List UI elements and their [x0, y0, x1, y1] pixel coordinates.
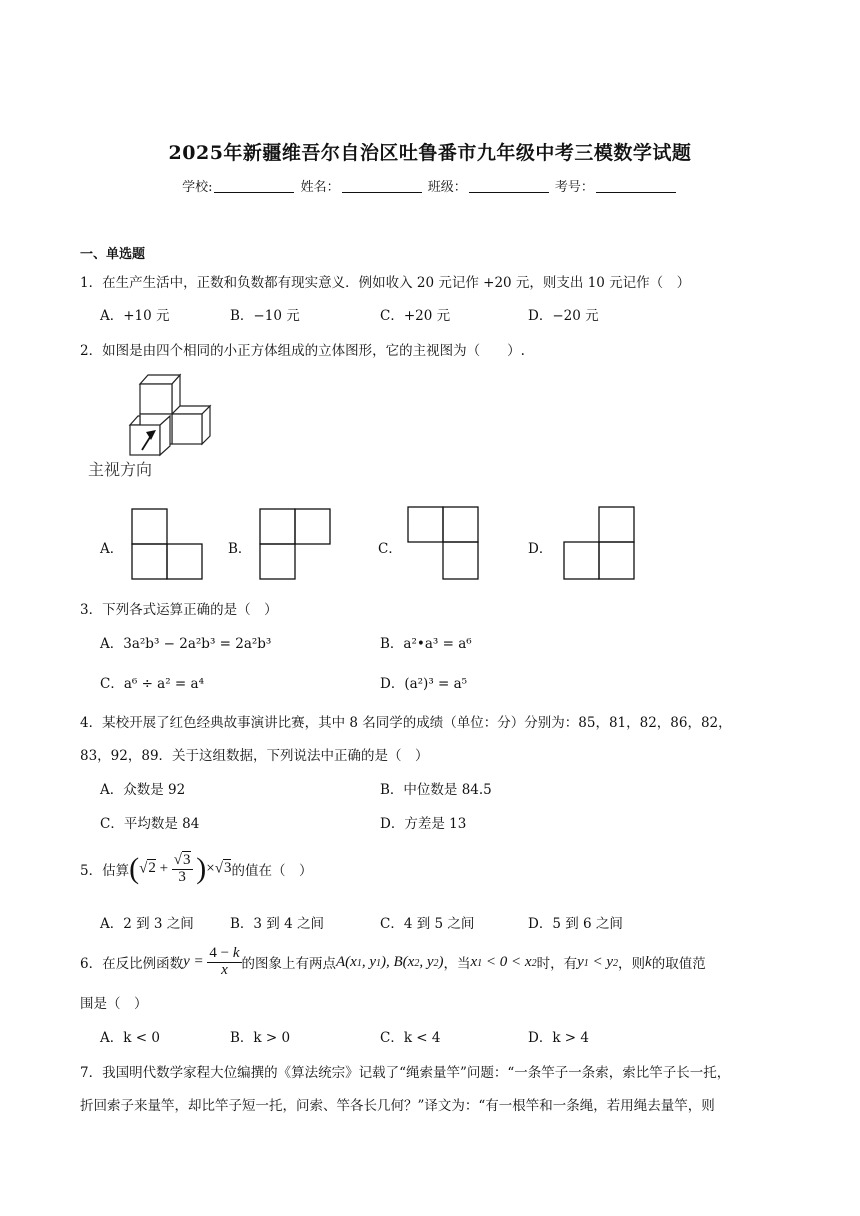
- question-4-stem-line2: 83，92，89．关于这组数据，下列说法中正确的是（ ）: [80, 748, 429, 764]
- q3-option-d: D．(a²)³ = a⁵: [380, 676, 468, 692]
- q2-option-c-figure: [406, 505, 480, 581]
- q2-option-b-figure: [258, 507, 332, 581]
- q3-option-c: C．a⁶ ÷ a² = a⁴: [100, 676, 204, 692]
- view-direction-caption: 主视方向: [88, 460, 153, 479]
- question-7-stem-line2: 折回索子来量竿，却比竿子短一托，问索、竿各长几何？”译文为：“有一根竿和一条绳，若用绳去量竿，则: [80, 1098, 715, 1114]
- q5-option-a: A．2 到 3 之间: [100, 916, 194, 932]
- class-label: 班级：: [427, 180, 467, 195]
- q2-option-d-figure: [562, 505, 636, 581]
- q4-option-a: A．众数是 92: [100, 782, 186, 798]
- q1-option-a: A．+10 元: [100, 308, 170, 324]
- q4-option-c: C．平均数是 84: [100, 816, 200, 832]
- q2-option-a-figure: [130, 507, 204, 581]
- q1-option-d: D．−20 元: [528, 308, 599, 324]
- school-label: 学校:: [182, 180, 213, 195]
- exam-no-blank[interactable]: [596, 179, 676, 193]
- class-blank[interactable]: [469, 179, 549, 193]
- q1-option-c: C．+20 元: [380, 308, 451, 324]
- q1-option-b: B．−10 元: [230, 308, 300, 324]
- q6-option-c: C．k < 4: [380, 1030, 441, 1046]
- q6-option-a: A．k < 0: [100, 1030, 160, 1046]
- q5-expression: (√2 + $\frac{√3}{3}$ )×√3: [129, 851, 232, 885]
- q2-option-b: B．: [228, 541, 252, 557]
- q6-option-d: D．k > 4: [528, 1030, 589, 1046]
- q2-option-a: A．: [100, 541, 124, 557]
- q6-mid: 的图象上有两点: [241, 956, 337, 972]
- school-blank[interactable]: [214, 179, 294, 193]
- exam-no-label: 考号：: [554, 180, 594, 195]
- question-6-stem-line2: 围是（ ）: [80, 996, 148, 1012]
- q6-suffix: 的取值范: [651, 956, 706, 972]
- question-3-stem: 3．下列各式运算正确的是（ ）: [80, 602, 278, 618]
- q6-mid2: ，当: [443, 956, 471, 972]
- name-blank[interactable]: [342, 179, 422, 193]
- q5-option-d: D．5 到 6 之间: [528, 916, 623, 932]
- student-info-line: [0, 176, 860, 195]
- q6-points: A(x1, y1), B(x2, y2): [336, 953, 444, 970]
- name-label: 姓名：: [300, 180, 340, 195]
- question-5-stem: [80, 846, 312, 892]
- q5-suffix: 的值在（ ）: [231, 863, 313, 879]
- q6-k: k: [645, 953, 652, 970]
- q6-mid3: 时，有: [536, 956, 578, 972]
- question-1-stem: 1．在生产生活中，正数和负数都有现实意义．例如收入 20 元记作 +20 元，则支出 10 元记作（ ）: [80, 275, 691, 291]
- question-6-stem-line1: [80, 942, 706, 982]
- question-4-stem-line1: 4．某校开展了红色经典故事演讲比赛，其中 8 名同学的成绩（单位：分）分别为：85，81，82，86，82，: [80, 715, 732, 731]
- question-2-stem: 2．如图是由四个相同的小正方体组成的立体图形，它的主视图为（ ）.: [80, 343, 525, 359]
- q6-cond-y: y1 < y2: [577, 953, 619, 970]
- q2-option-c: C．: [378, 541, 402, 557]
- q5-option-c: C．4 到 5 之间: [380, 916, 475, 932]
- q6-function: y = $\frac{4 - k}{x}$: [183, 944, 240, 978]
- page-title: 2025年新疆维吾尔自治区吐鲁番市九年级中考三模数学试题: [168, 142, 692, 164]
- q6-mid4: ，则: [618, 956, 646, 972]
- q6-prefix: 6．在反比例函数: [80, 956, 184, 972]
- q4-option-b: B．中位数是 84.5: [380, 782, 492, 798]
- q2-option-d: D．: [528, 541, 553, 557]
- q5-option-b: B．3 到 4 之间: [230, 916, 324, 932]
- q3-option-a: A．3a²b³ − 2a²b³ = 2a²b³: [100, 636, 272, 652]
- q6-cond-x: x1 < 0 < x2: [470, 953, 537, 970]
- q6-option-b: B．k > 0: [230, 1030, 291, 1046]
- q4-option-d: D．方差是 13: [380, 816, 467, 832]
- question-7-stem-line1: 7．我国明代数学家程大位编撰的《算法统宗》记载了“绳索量竿”问题：“一条竿子一条索，索比竿子长一托，: [80, 1065, 731, 1081]
- q5-prefix: 5．估算: [80, 863, 130, 879]
- section-title: 一、单选题: [80, 247, 146, 262]
- q3-option-b: B．a²•a³ = a⁶: [380, 636, 472, 652]
